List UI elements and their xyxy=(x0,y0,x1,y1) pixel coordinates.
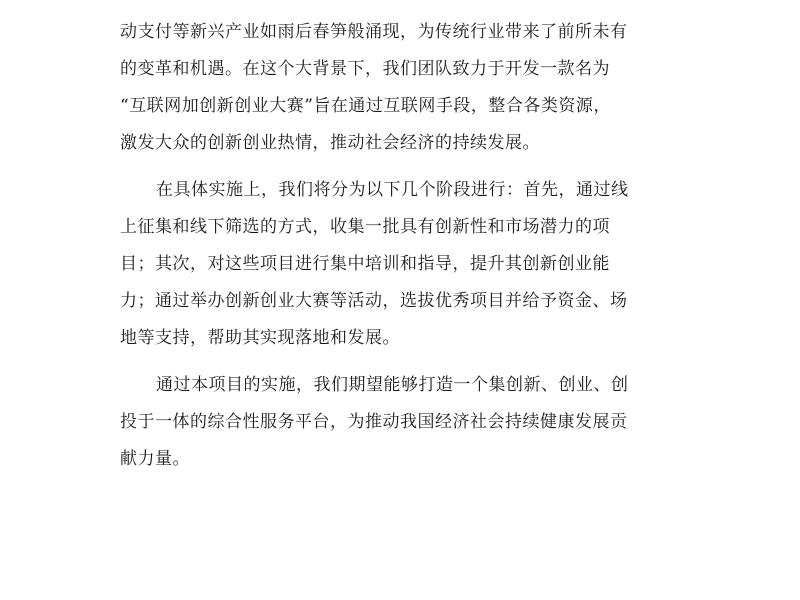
paragraph-spacer xyxy=(120,357,680,367)
text-line: 动支付等新兴产业如雨后春笋般涌现，为传统行业带来了前所未有 xyxy=(120,22,628,42)
text-line: 献力量。 xyxy=(120,449,190,469)
text-line: 通过本项目的实施，我们期望能够打造一个集创新、创业、创 xyxy=(156,375,629,395)
text-line: 地等支持，帮助其实现落地和发展。 xyxy=(120,328,400,348)
text-line: 在具体实施上，我们将分为以下几个阶段进行：首先，通过线 xyxy=(156,180,629,200)
text-line: 上征集和线下筛选的方式，收集一批具有创新性和市场潜力的项 xyxy=(120,217,610,237)
text-line: 目；其次，对这些项目进行集中培训和指导，提升其创新创业能 xyxy=(120,254,610,274)
paragraph-3 xyxy=(120,367,680,478)
text-line: 力；通过举办创新创业大赛等活动，选拔优秀项目并给予资金、场 xyxy=(120,291,628,311)
text-line: “互联网加创新创业大赛”旨在通过互联网手段，整合各类资源， xyxy=(120,96,611,116)
text-line: 激发大众的创新创业热情，推动社会经济的持续发展。 xyxy=(120,133,540,153)
text-line: 投于一体的综合性服务平台，为推动我国经济社会持续健康发展贡 xyxy=(120,412,628,432)
paragraph-2 xyxy=(120,172,680,357)
paragraph-spacer xyxy=(120,162,680,172)
paragraph-1 xyxy=(120,14,680,162)
text-line: 的变革和机遇。在这个大背景下，我们团队致力于开发一款名为 xyxy=(120,59,610,79)
document-page xyxy=(120,14,680,478)
